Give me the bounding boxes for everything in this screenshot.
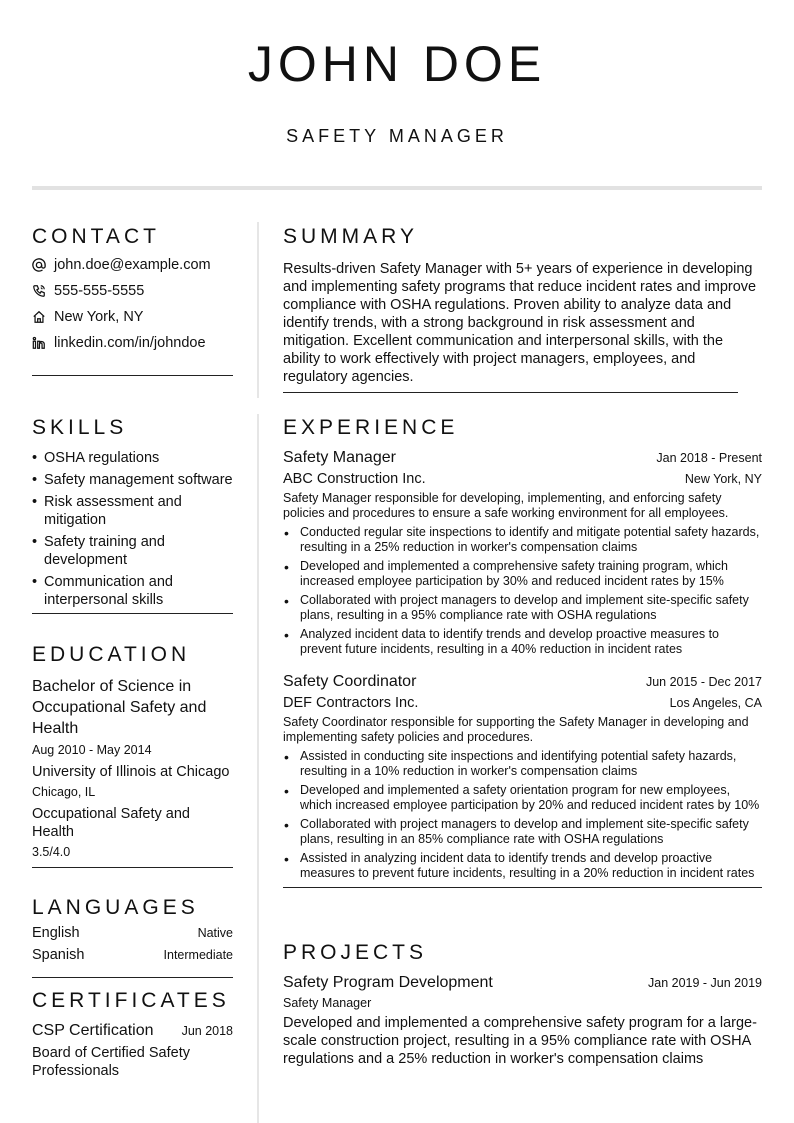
column-divider: [257, 222, 259, 398]
languages-heading: LANGUAGES: [32, 896, 199, 919]
language-level: Native: [197, 926, 233, 940]
certificate-name: CSP Certification: [32, 1022, 154, 1039]
candidate-name: JOHN DOE: [247, 36, 547, 92]
skill-item: • Safety management software: [32, 471, 233, 489]
skill-item: • OSHA regulations: [32, 449, 233, 467]
certificates-section: [32, 988, 233, 1080]
experience-heading: EXPERIENCE: [283, 416, 459, 439]
contact-linkedin[interactable]: [32, 330, 233, 356]
experience-title: Safety Coordinator: [283, 673, 417, 690]
languages-section: [32, 895, 233, 978]
certificates-heading: CERTIFICATES: [32, 989, 230, 1012]
project-header: [283, 972, 762, 994]
contact-location-text: New York, NY: [54, 309, 144, 325]
certificate-header: [32, 1022, 233, 1040]
experience-description: Safety Manager responsible for developing, implementing, and enforcing safety policies and procedures to ensure a safe working environment for all employees.: [283, 491, 729, 520]
home-icon: [32, 310, 46, 324]
experience-bullet: • Assisted in analyzing incident data to identify trends and develop proactive measures to prevent future incidents, resulting in a 20% reduction in incident rates: [283, 851, 762, 881]
projects-section: [283, 940, 762, 1068]
summary-text: Results-driven Safety Manager with 5+ years of experience in developing and implementing safety programs that reduce incident rates and improve compliance with OSHA regulations. Proven ability to analyze data and identify trends, with a strong background in risk assessment and mitigation. Excellent communication and interpersonal skills, with the ability to work effectively with project managers, employees, and regulatory agencies.: [283, 261, 757, 385]
contact-phone[interactable]: [32, 278, 233, 304]
education-dates: Aug 2010 - May 2014: [32, 743, 152, 757]
education-gpa: 3.5/4.0: [32, 845, 71, 859]
experience-location: New York, NY: [684, 472, 762, 486]
education-field: Occupational Safety and Health: [32, 806, 190, 840]
skills-section: [32, 415, 233, 614]
section-divider: [32, 867, 233, 868]
section-divider: [32, 613, 233, 614]
contact-email-text: john.doe@example.com: [54, 257, 211, 273]
education-section: [32, 642, 233, 868]
header-divider: [32, 186, 762, 190]
experience-title: Safety Manager: [283, 449, 396, 466]
education-heading: EDUCATION: [32, 643, 191, 666]
certificate-date: Jun 2018: [181, 1024, 233, 1038]
skills-list: [32, 449, 233, 609]
language-row: [32, 925, 233, 947]
experience-bullet: • Collaborated with project managers to develop and implement site-specific safety plans, resulting in an 85% compliance rate with OSHA regulations: [283, 817, 762, 847]
language-name: English: [32, 925, 80, 941]
experience-header: [283, 671, 762, 693]
experience-subheader: [283, 693, 762, 713]
section-divider: [283, 887, 762, 888]
projects-heading: PROJECTS: [283, 941, 428, 964]
language-level: Intermediate: [163, 948, 233, 962]
section-divider: [283, 392, 738, 393]
job-title: SAFETY MANAGER: [286, 126, 508, 146]
education-location: Chicago, IL: [32, 785, 96, 799]
experience-bullet: • Developed and implemented a safety orientation program for new employees, which increased employee participation by 20% and reduced incident rates by 10%: [283, 783, 762, 813]
experience-company: DEF Contractors Inc.: [283, 695, 419, 711]
experience-header: [283, 447, 762, 469]
experience-entry: [283, 447, 762, 657]
education-school: University of Illinois at Chicago: [32, 764, 230, 780]
phone-icon: [32, 284, 46, 298]
contact-location: [32, 304, 233, 330]
experience-dates: Jun 2015 - Dec 2017: [645, 675, 762, 689]
experience-company: ABC Construction Inc.: [283, 471, 426, 487]
linkedin-icon: [32, 336, 46, 350]
experience-bullet: • Conducted regular site inspections to identify and mitigate potential safety hazards, resulting in a 25% reduction in worker's compensation claims: [283, 525, 762, 555]
section-divider: [32, 977, 233, 978]
contact-heading: CONTACT: [32, 225, 160, 248]
experience-description: Safety Coordinator responsible for supporting the Safety Manager in developing and implementing safety policies and procedures.: [283, 715, 749, 744]
experience-bullet: • Assisted in conducting site inspections and identifying potential safety hazards, resulting in a 10% reduction in worker's compensation claims: [283, 749, 762, 779]
skill-item: • Risk assessment and mitigation: [32, 493, 233, 529]
column-divider: [257, 414, 259, 1123]
contact-linkedin-text: linkedin.com/in/johndoe: [54, 335, 206, 351]
education-degree: Bachelor of Science in Occupational Safety and Health: [32, 678, 207, 737]
experience-bullet: • Developed and implemented a comprehensive safety training program, which increased employee participation by 30% and reduced incident rates by 15%: [283, 559, 762, 589]
experience-subheader: [283, 469, 762, 489]
language-name: Spanish: [32, 947, 85, 963]
summary-heading: SUMMARY: [283, 225, 418, 248]
section-divider: [32, 375, 233, 376]
contact-email[interactable]: [32, 252, 233, 278]
project-role: Safety Manager: [283, 996, 372, 1010]
email-icon: [32, 258, 46, 272]
experience-bullets: [283, 749, 762, 881]
skills-heading: SKILLS: [32, 416, 128, 439]
skill-item: • Communication and interpersonal skills: [32, 573, 233, 609]
project-dates: Jan 2019 - Jun 2019: [648, 976, 762, 990]
experience-dates: Jan 2018 - Present: [656, 451, 762, 465]
summary-section: [283, 224, 762, 393]
project-description: Developed and implemented a comprehensive safety program for a large-scale construction project, resulting in a 95% compliance rate with OSHA regulations and a 25% reduction in worker's compensation claims: [283, 1015, 757, 1067]
contact-section: [32, 224, 233, 376]
experience-bullets: [283, 525, 762, 657]
experience-bullet: • Collaborated with project managers to develop and implement site-specific safety plans, resulting in a 95% compliance rate with OSHA regulations: [283, 593, 762, 623]
experience-entry: [283, 671, 762, 881]
project-title: Safety Program Development: [283, 974, 493, 991]
language-row: [32, 947, 233, 969]
experience-location: Los Angeles, CA: [669, 696, 762, 710]
contact-phone-text: 555-555-5555: [54, 283, 145, 299]
experience-section: [283, 415, 762, 888]
experience-bullet: • Analyzed incident data to identify trends and develop proactive measures to prevent future incidents, resulting in a 40% reduction in incident rates: [283, 627, 762, 657]
certificate-issuer: Board of Certified Safety Professionals: [32, 1045, 190, 1079]
skill-item: • Safety training and development: [32, 533, 233, 569]
